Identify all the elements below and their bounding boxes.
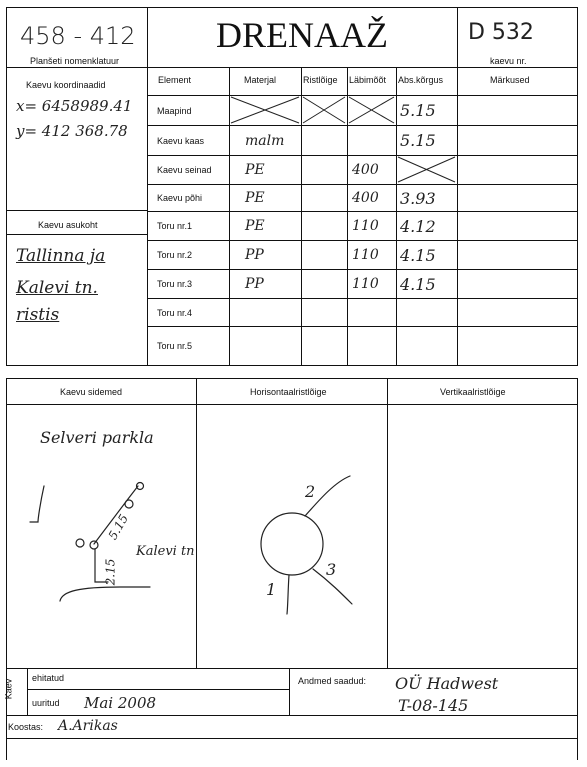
row-element: Toru nr.1 <box>157 221 193 231</box>
diagram-title-mid: Horisontaalristlõige <box>250 387 327 397</box>
location-label: Kaevu asukoht <box>38 220 98 230</box>
data-value-2: T-08-145 <box>398 696 469 715</box>
row-element: Kaevu põhi <box>157 193 203 203</box>
surveyed-label: uuritud <box>32 698 60 708</box>
data-value-1: OÜ Hadwest <box>395 674 499 693</box>
sheet-number: 458 - 412 <box>20 22 136 50</box>
row-material: PE <box>245 218 265 234</box>
row-diameter: 400 <box>352 162 379 178</box>
diagram-title-left: Kaevu sidemed <box>60 387 123 397</box>
pipe-label-2: 2 <box>305 482 316 501</box>
pipe-label-1: 1 <box>266 580 277 599</box>
pipe-label-3: 3 <box>326 560 337 579</box>
row-height: 4.15 <box>400 274 436 294</box>
surveyed-value: Mai 2008 <box>84 694 157 712</box>
col-header-height: Abs.kõrgus <box>398 75 444 85</box>
built-label: ehitatud <box>32 673 65 683</box>
page-title: DRENAAŽ <box>216 15 388 55</box>
row-element: Maapind <box>157 105 192 116</box>
row-material: malm <box>245 132 285 149</box>
col-header-notes: Märkused <box>490 75 530 85</box>
coord-y: y= 412 368.78 <box>16 122 128 140</box>
row-element: Toru nr.3 <box>157 279 193 289</box>
well-label: kaevu nr. <box>490 56 527 66</box>
row-material: PP <box>245 247 264 263</box>
dist-label-1: 5.15 <box>105 511 132 543</box>
row-element: Toru nr.2 <box>157 250 193 260</box>
location-line-2: Kalevi tn. <box>16 278 98 298</box>
label-selveri: Selveri parkla <box>40 428 154 447</box>
col-header-section: Ristlõige <box>303 75 338 85</box>
row-height: 5.15 <box>400 101 436 120</box>
row-height: 4.12 <box>400 216 436 236</box>
location-line-3: ristis <box>16 305 60 325</box>
diagram-title-right: Vertikaalristlõige <box>440 387 506 397</box>
col-header-material: Materjal <box>244 75 277 85</box>
author-label: Koostas: <box>8 722 44 732</box>
row-material: PE <box>245 190 265 206</box>
coord-x: x= 6458989.41 <box>16 97 133 115</box>
row-height: 5.15 <box>400 131 436 150</box>
row-diameter: 110 <box>352 247 379 263</box>
row-element: Toru nr.5 <box>157 341 193 351</box>
row-diameter: 400 <box>352 190 379 206</box>
row-height: 3.93 <box>400 188 436 208</box>
row-diameter: 110 <box>352 218 379 234</box>
kaev-label: Kaev <box>3 678 14 700</box>
location-line-1: Tallinna ja <box>16 246 106 266</box>
cross-marks <box>0 0 587 370</box>
row-material: PP <box>245 276 264 292</box>
dist-label-2: 2.15 <box>103 558 118 586</box>
row-element: Kaevu kaas <box>157 135 205 146</box>
well-number: D 532 <box>468 20 534 45</box>
row-element: Toru nr.4 <box>157 307 193 318</box>
col-header-element: Element <box>158 75 192 85</box>
col-header-diameter: Läbimõõt <box>349 75 387 85</box>
row-diameter: 110 <box>352 276 379 292</box>
row-element: Kaevu seinad <box>157 165 212 175</box>
sheet-label: Planšeti nomenklatuur <box>30 56 120 66</box>
coords-label: Kaevu koordinaadid <box>26 80 106 90</box>
author-value: A.Arikas <box>58 718 118 734</box>
row-material: PE <box>245 162 265 178</box>
row-height: 4.15 <box>400 245 436 265</box>
label-kalevi: Kalevi tn <box>136 544 195 559</box>
data-label: Andmed saadud: <box>298 676 367 686</box>
